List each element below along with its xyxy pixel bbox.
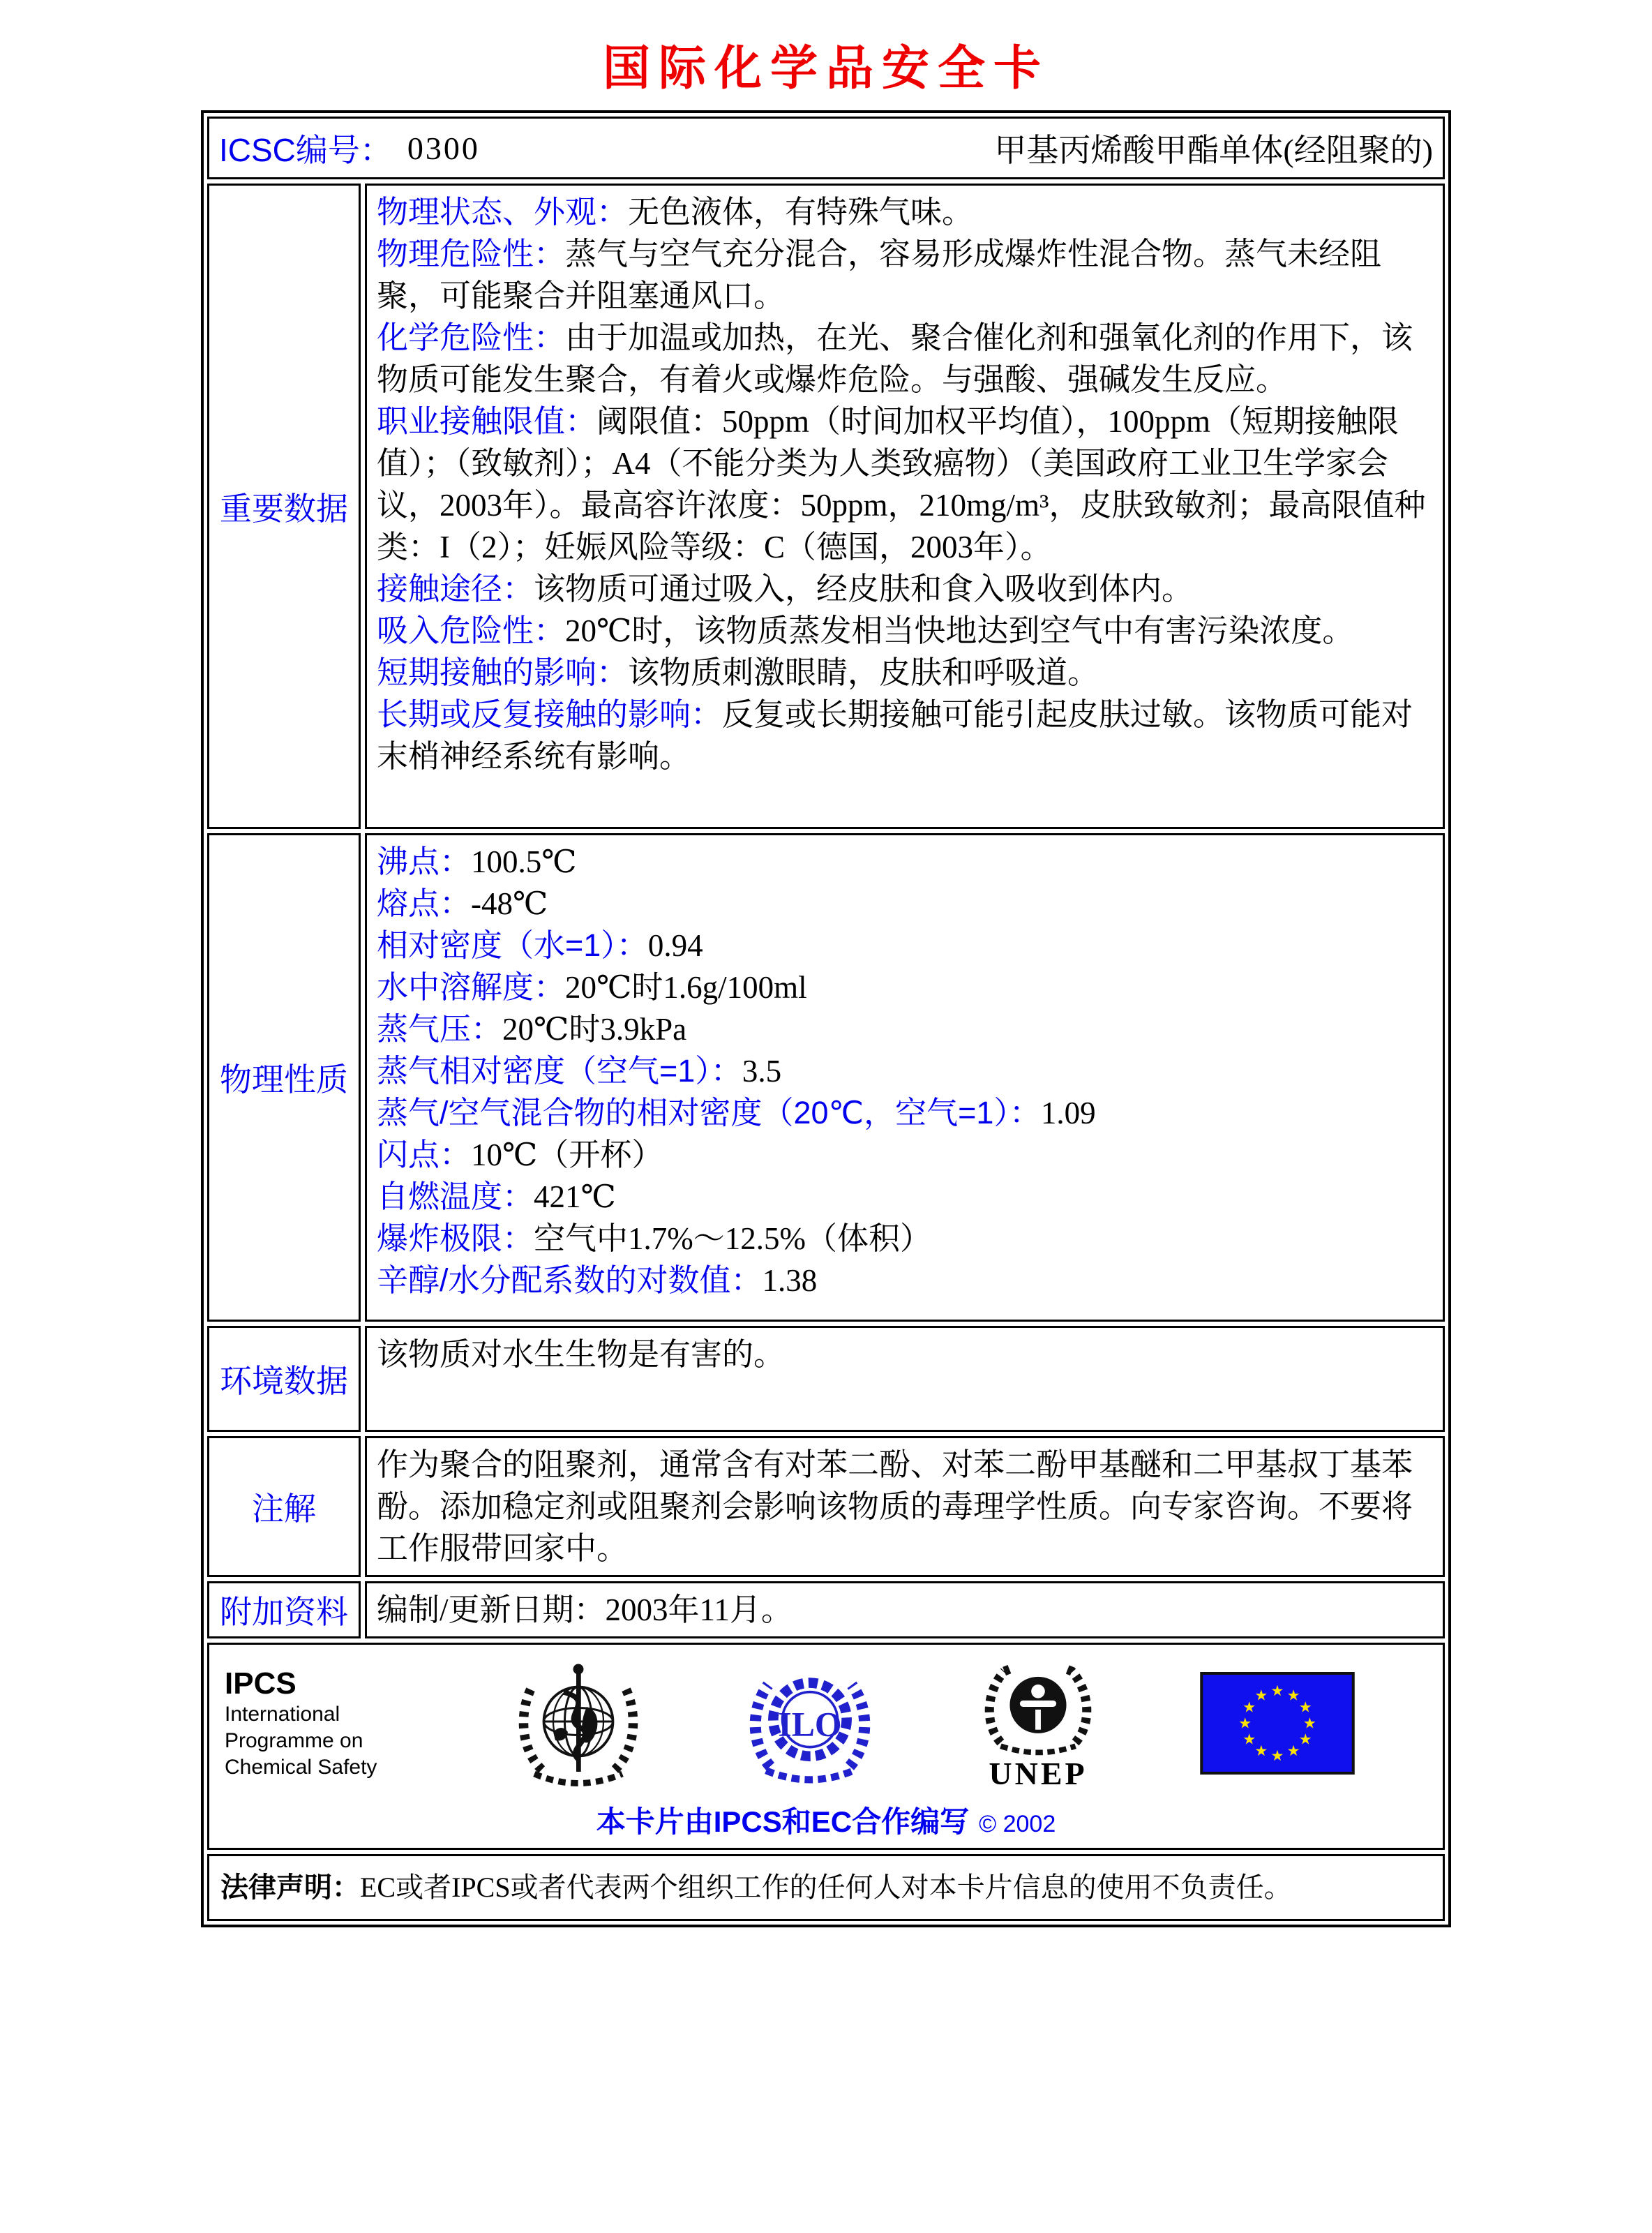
- footer-cell: [207, 1643, 1445, 1850]
- icsc-number-label: ICSC编号：: [219, 132, 392, 168]
- property-label: 熔点：: [377, 886, 472, 921]
- physical-properties-content: [365, 833, 1445, 1322]
- property-line: [377, 1008, 1433, 1050]
- property-line: [377, 1176, 1433, 1218]
- property-line: [377, 966, 1433, 1008]
- field-text: 反复或长期接触可能引起皮肤过敏。该物质可能对末梢神经系统有影响。: [377, 697, 1413, 774]
- notes-text: 作为聚合的阻聚剂，通常含有对苯二酚、对苯二酚甲基醚和二甲基叔丁基苯酚。添加稳定剂或阻聚剂会影响该物质的毒理学性质。向专家咨询。不要将工作服带回家中。: [377, 1447, 1413, 1566]
- property-value: 0.94: [647, 928, 703, 963]
- environmental-data-row: [207, 1326, 1445, 1432]
- svg-text:★: ★: [1254, 1686, 1268, 1704]
- important-data-item: [377, 610, 1433, 652]
- property-line: [377, 1218, 1433, 1260]
- property-value: 1.38: [762, 1263, 818, 1298]
- unep-logo-icon: [979, 1655, 1097, 1759]
- field-label: 物理危险性：: [377, 236, 566, 271]
- ipcs-title: IPCS: [225, 1666, 296, 1701]
- important-data-label: 重要数据: [207, 184, 361, 829]
- svg-text:★: ★: [1270, 1746, 1284, 1764]
- property-line: [377, 1050, 1433, 1092]
- page-title: 国际化学品安全卡: [602, 40, 1049, 96]
- property-line: [377, 1260, 1433, 1301]
- svg-text:★: ★: [1286, 1686, 1300, 1704]
- property-value: 20℃时3.9kPa: [502, 1012, 687, 1047]
- additional-info-row: [207, 1581, 1445, 1638]
- svg-text:★: ★: [1302, 1714, 1316, 1732]
- important-data-row: [207, 184, 1445, 829]
- property-label: 蒸气压：: [377, 1011, 503, 1047]
- property-line: [377, 841, 1433, 883]
- svg-text:★: ★: [1254, 1741, 1268, 1759]
- property-label: 辛醇/水分配系数的对数值：: [377, 1262, 763, 1298]
- legal-cell: [207, 1854, 1445, 1921]
- property-label: 沸点：: [377, 844, 472, 879]
- field-text: 20℃时，该物质蒸发相当快地达到空气中有害污染浓度。: [565, 613, 1354, 648]
- ipcs-text-block: [225, 1666, 413, 1781]
- property-label: 相对密度（水=1）：: [377, 927, 648, 963]
- legal-text: EC或者IPCS或者代表两个组织工作的任何人对本卡片信息的使用不负责任。: [360, 1872, 1292, 1903]
- field-label: 长期或反复接触的影响：: [377, 696, 723, 732]
- notes-label: 注解: [207, 1436, 361, 1577]
- important-data-item: [377, 568, 1433, 610]
- property-value: 421℃: [534, 1179, 616, 1214]
- property-label: 蒸气相对密度（空气=1）：: [377, 1053, 742, 1089]
- property-label: 自燃温度：: [377, 1179, 534, 1214]
- field-text: 该物质可通过吸入，经皮肤和食入吸收到体内。: [534, 572, 1194, 606]
- icsc-card: [201, 110, 1451, 1927]
- who-logo-icon: [516, 1657, 641, 1791]
- logo-row: [220, 1655, 1432, 1792]
- field-label: 接触途径：: [377, 571, 534, 606]
- important-data-item: [377, 652, 1433, 694]
- copyright-text: 本卡片由IPCS和EC合作编写: [596, 1805, 970, 1838]
- additional-info-text: 编制/更新日期：2003年11月。: [377, 1592, 793, 1627]
- svg-text:★: ★: [1270, 1682, 1284, 1700]
- property-line: [377, 1134, 1433, 1176]
- legal-label: 法律声明：: [220, 1872, 360, 1903]
- field-text: 由于加温或加热，在光、聚合催化剂和强氧化剂的作用下，该物质可能发生聚合，有着火或爆炸危险。与强酸、强碱发生反应。: [377, 320, 1413, 397]
- svg-text:★: ★: [1298, 1730, 1312, 1748]
- additional-info-content: [365, 1581, 1445, 1638]
- property-line: [377, 925, 1433, 966]
- physical-properties-label: 物理性质: [207, 833, 361, 1322]
- field-label: 吸入危险性：: [377, 613, 566, 648]
- field-label: 物理状态、外观：: [377, 194, 629, 230]
- unep-logo-block: [979, 1655, 1097, 1792]
- footer-row: [207, 1643, 1445, 1850]
- important-data-item: [377, 191, 1433, 233]
- important-data-item: [377, 401, 1433, 568]
- svg-text:★: ★: [1238, 1714, 1252, 1732]
- copyright-line: [220, 1799, 1432, 1841]
- property-value: 10℃（开杯）: [471, 1137, 663, 1172]
- chemical-name: 甲基丙烯酸甲酯单体(经阻聚的): [994, 133, 1433, 168]
- property-line: [377, 1092, 1433, 1134]
- field-label: 化学危险性：: [377, 320, 566, 355]
- ilo-logo-icon: [744, 1660, 876, 1787]
- property-value: 100.5℃: [471, 844, 577, 879]
- svg-text:★: ★: [1242, 1730, 1256, 1748]
- property-value: 3.5: [742, 1054, 782, 1089]
- eu-flag-icon: [1200, 1672, 1355, 1775]
- svg-text:★: ★: [1286, 1741, 1300, 1759]
- important-data-item: [377, 317, 1433, 401]
- svg-text:★: ★: [1298, 1698, 1312, 1716]
- property-value: -48℃: [471, 886, 548, 921]
- physical-properties-row: [207, 833, 1445, 1322]
- property-value: 1.09: [1040, 1096, 1096, 1130]
- unep-label: UNEP: [989, 1756, 1088, 1791]
- property-label: 蒸气/空气混合物的相对密度（20℃，空气=1）：: [377, 1095, 1041, 1130]
- environmental-data-text: 该物质对水生生物是有害的。: [377, 1337, 786, 1372]
- property-value: 空气中1.7%～12.5%（体积）: [534, 1221, 931, 1256]
- important-data-content: [365, 184, 1445, 829]
- header-cell: [207, 117, 1445, 179]
- important-data-item: [377, 233, 1433, 317]
- svg-text:★: ★: [1242, 1698, 1256, 1716]
- environmental-data-content: [365, 1326, 1445, 1432]
- property-label: 爆炸极限：: [377, 1220, 534, 1256]
- notes-content: [365, 1436, 1445, 1577]
- additional-info-label: 附加资料: [207, 1581, 361, 1638]
- ipcs-line: International: [225, 1702, 340, 1726]
- field-label: 职业接触限值：: [377, 403, 597, 439]
- icsc-number-value: 0300: [407, 130, 480, 166]
- property-label: 水中溶解度：: [377, 969, 566, 1005]
- copyright-year: © 2002: [979, 1811, 1056, 1837]
- important-data-item: [377, 694, 1433, 777]
- property-value: 20℃时1.6g/100ml: [565, 970, 807, 1005]
- svg-text:ILO: ILO: [778, 1705, 842, 1744]
- legal-row: [207, 1854, 1445, 1921]
- field-text: 阈限值：50ppm（时间加权平均值），100ppm（短期接触限值）；（致敏剂）；A4（不能分类为人类致癌物）（美国政府工业卫生学家会议，2003年）。最高容许浓度：50ppm，210mg/m³，皮肤致敏剂；最高限值种类：I（2）；妊娠风险等级：C（德国，2003年）。: [377, 404, 1426, 565]
- icsc-number-group: [219, 125, 480, 171]
- property-line: [377, 883, 1433, 925]
- field-text: 该物质刺激眼睛，皮肤和呼吸道。: [628, 655, 1099, 690]
- ipcs-line: Chemical Safety: [225, 1755, 377, 1779]
- header-row: [207, 117, 1445, 179]
- ipcs-line: Programme on: [225, 1728, 363, 1752]
- field-label: 短期接触的影响：: [377, 655, 629, 690]
- environmental-data-label: 环境数据: [207, 1326, 361, 1432]
- notes-row: [207, 1436, 1445, 1577]
- field-text: 蒸气与空气充分混合，容易形成爆炸性混合物。蒸气未经阻聚，可能聚合并阻塞通风口。: [377, 237, 1382, 313]
- property-label: 闪点：: [377, 1137, 472, 1172]
- field-text: 无色液体，有特殊气味。: [628, 195, 974, 230]
